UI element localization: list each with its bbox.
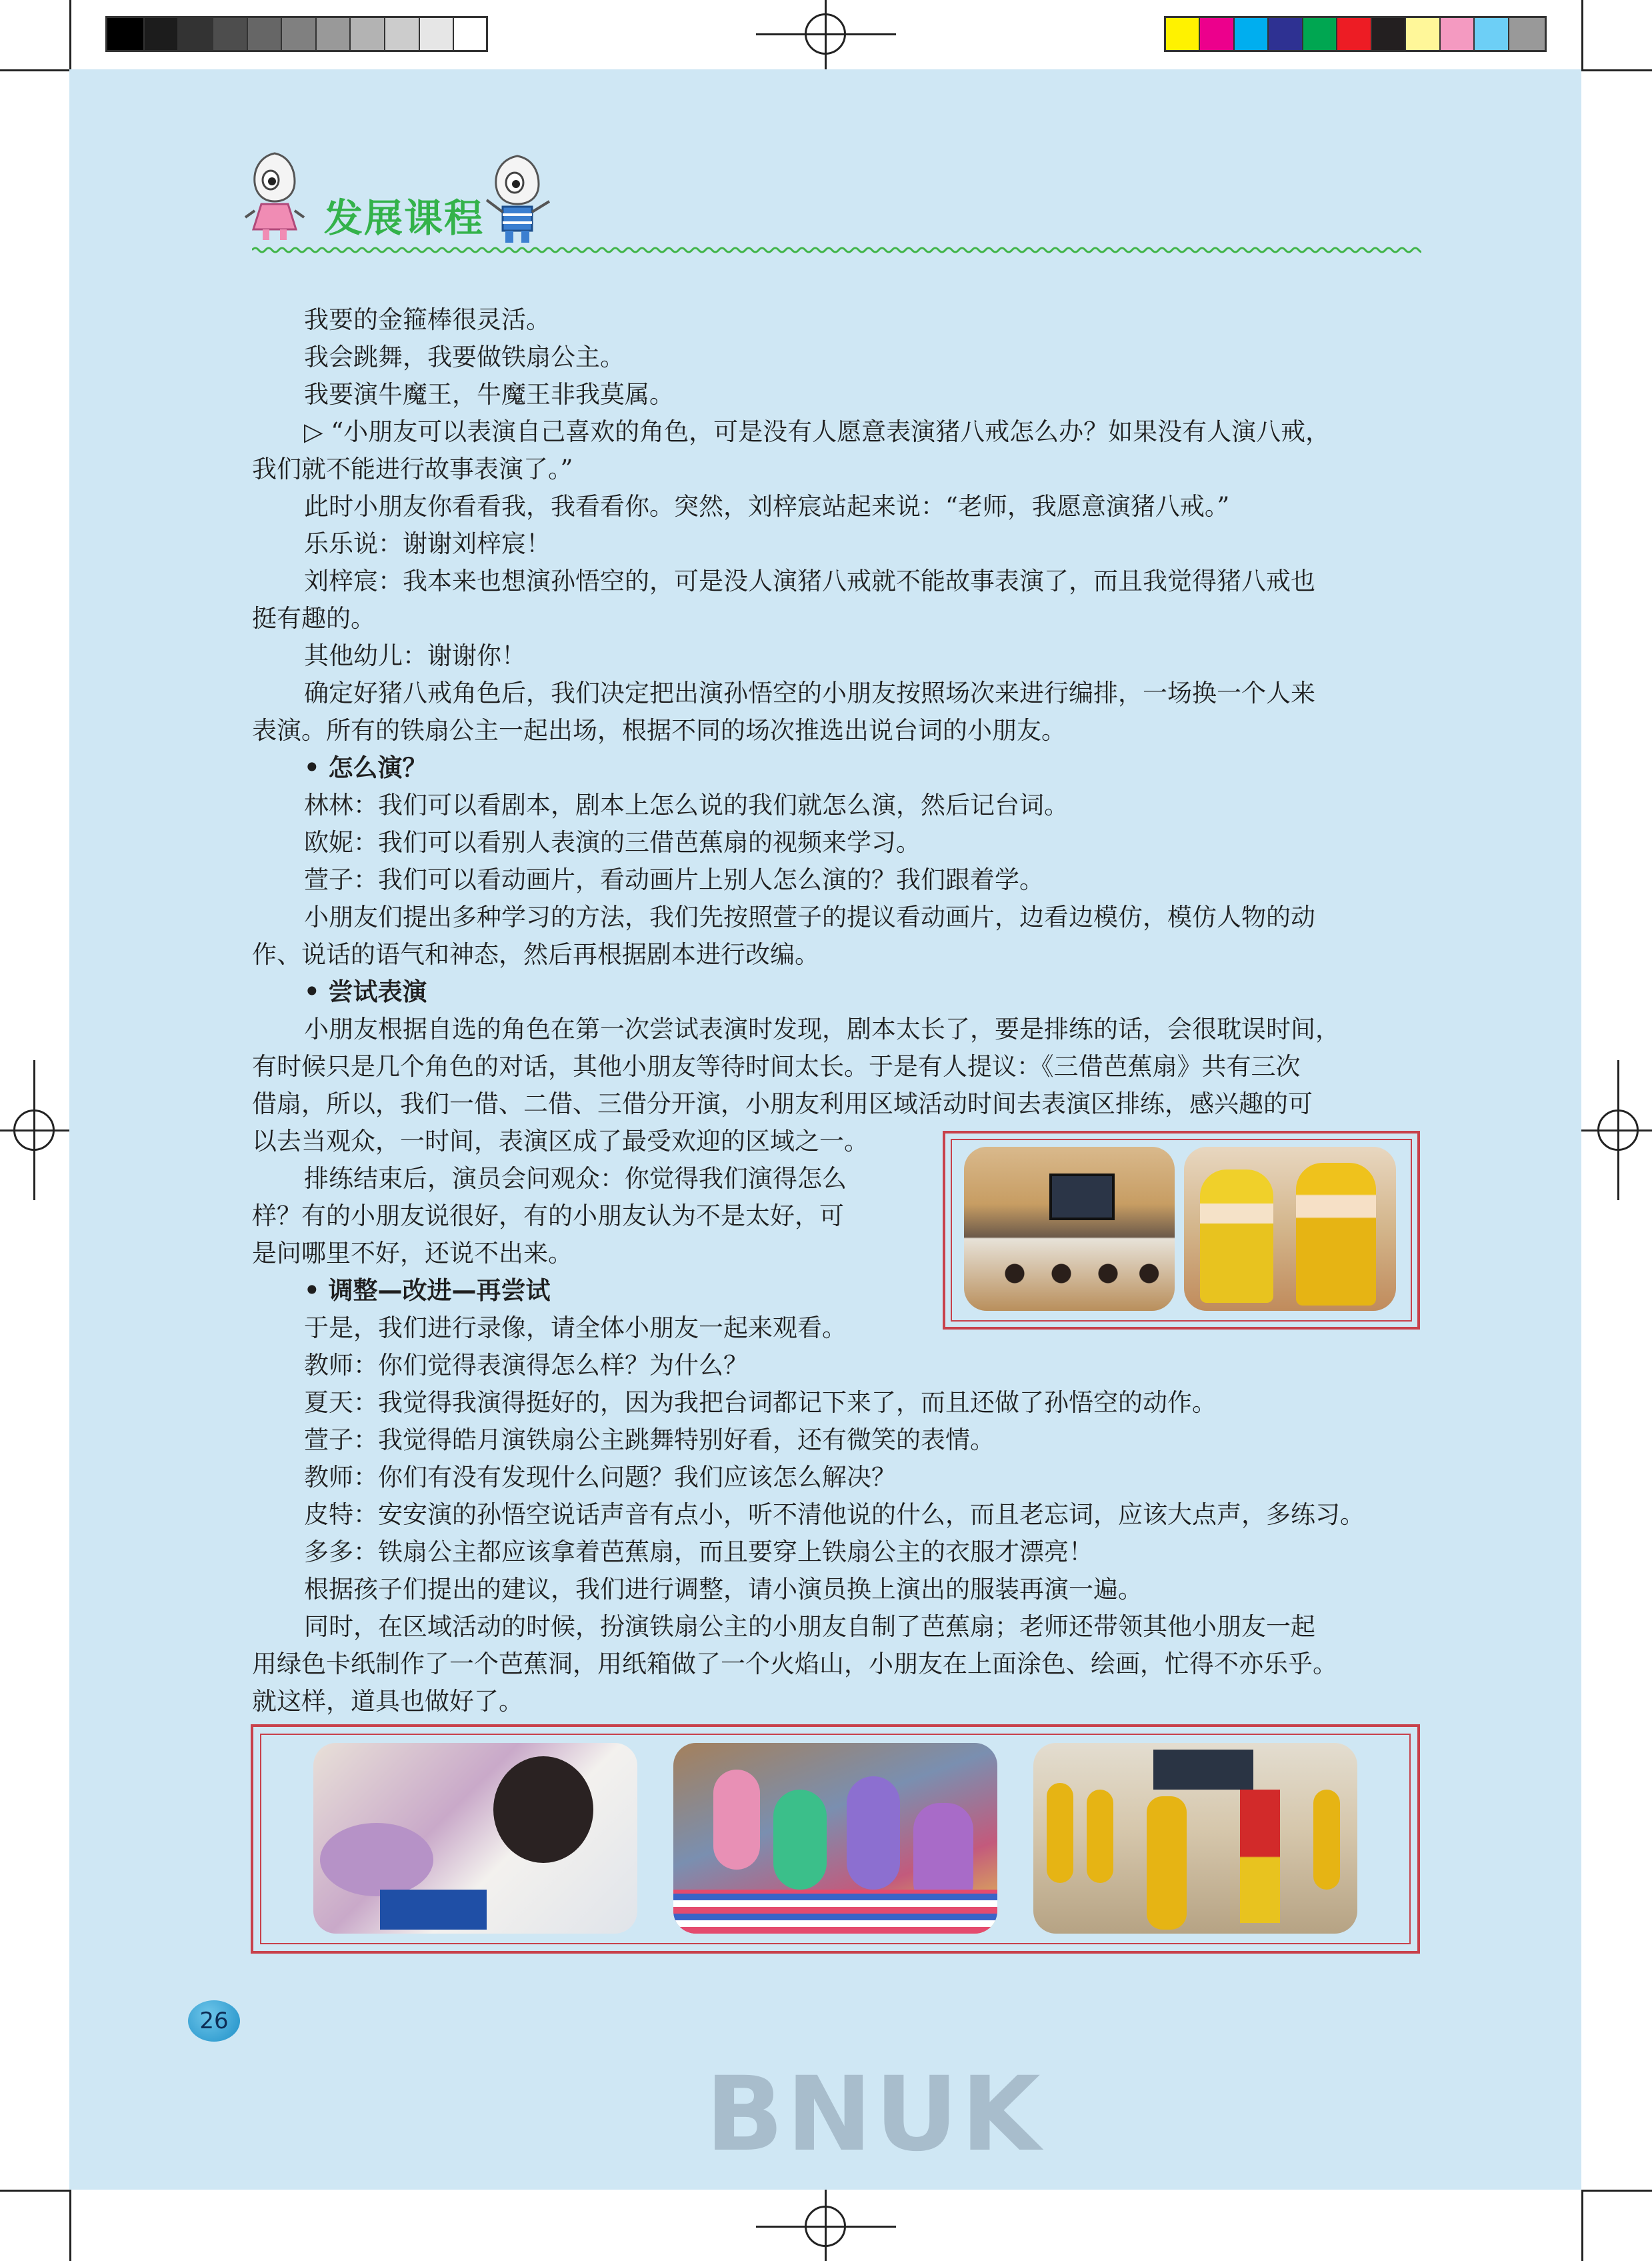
text-line: 夏天：我觉得我演得挺好的，因为我把台词都记下来了，而且还做了孙悟空的动作。: [304, 1388, 1217, 1417]
text-line: 是问哪里不好，还说不出来。: [252, 1239, 573, 1268]
crop-mark: [1581, 2190, 1652, 2192]
text-line: 此时小朋友你看看我，我看看你。突然，刘梓宸站起来说：“老师，我愿意演猪八戒。”: [304, 492, 1230, 521]
text-line: 用绿色卡纸制作了一个芭蕉洞，用纸箱做了一个火焰山，小朋友在上面涂色、绘画，忙得不亦乐乎。: [252, 1650, 1337, 1678]
text-line: • 调整—改进—再尝试: [304, 1276, 551, 1305]
text-line: 表演。所有的铁扇公主一起出场，根据不同的场次推选出说台词的小朋友。: [252, 716, 1066, 745]
text-line: 欧妮：我们可以看别人表演的三借芭蕉扇的视频来学习。: [304, 828, 921, 857]
text-line: • 怎么演？: [304, 753, 427, 782]
publisher-watermark: BNUK: [705, 2055, 1043, 2174]
text-line: 同时，在区域活动的时候，扮演铁扇公主的小朋友自制了芭蕉扇；老师还带领其他小朋友一起: [304, 1612, 1315, 1641]
section-title: 发展课程: [324, 195, 485, 241]
text-line: • 尝试表演: [304, 977, 427, 1006]
crop-mark: [1581, 0, 1583, 69]
text-line: 林林：我们可以看剧本，剧本上怎么说的我们就怎么演，然后记台词。: [304, 791, 1069, 819]
text-line: 萱子：我们可以看动画片，看动画片上别人怎么演的？我们跟着学。: [304, 865, 1044, 894]
text-line: 刘梓宸：我本来也想演孙悟空的，可是没人演猪八戒就不能故事表演了，而且我觉得猪八戒也: [304, 567, 1315, 595]
text-line: 有时候只是几个角色的对话，其他小朋友等待时间太长。于是有人提议：《三借芭蕉扇》共有三次: [252, 1052, 1301, 1081]
text-line: 萱子：我觉得皓月演铁扇公主跳舞特别好看，还有微笑的表情。: [304, 1426, 995, 1454]
crop-mark: [69, 0, 71, 69]
text-line: 我要演牛魔王，牛魔王非我莫属。: [304, 380, 674, 409]
text-line: 小朋友们提出多种学习的方法，我们先按照萱子的提议看动画片，边看边模仿，模仿人物的动: [304, 903, 1315, 931]
text-line: 我们就不能进行故事表演了。”: [252, 455, 573, 483]
text-line: 确定好猪八戒角色后，我们决定把出演孙悟空的小朋友按照场次来进行编排，一场换一个人来: [304, 679, 1315, 707]
crop-mark: [1581, 2190, 1583, 2261]
crop-mark: [0, 2190, 69, 2192]
text-line: 根据孩子们提出的建议，我们进行调整，请小演员换上演出的服装再演一遍。: [304, 1575, 1143, 1604]
crop-mark: [1581, 69, 1652, 71]
photo-classroom-video: [964, 1147, 1175, 1311]
mascot-boy-icon: [477, 153, 557, 247]
process-color-bar: [1164, 16, 1547, 52]
text-line: 排练结束后，演员会问观众：你觉得我们演得怎么: [304, 1164, 847, 1193]
text-line: 挺有趣的。: [252, 604, 375, 633]
mascot-girl-icon: [241, 151, 308, 244]
photo-paper-fans: [673, 1743, 997, 1934]
page-number: 26: [188, 2000, 240, 2042]
text-line: 样？有的小朋友说很好，有的小朋友认为不是太好，可: [252, 1202, 844, 1230]
crop-mark: [69, 2190, 71, 2261]
text-line: 作、说话的语气和神态，然后再根据剧本进行改编。: [252, 940, 819, 969]
text-line: 教师：你们觉得表演得怎么样？为什么？: [304, 1351, 748, 1380]
text-line: 其他幼儿：谢谢你！: [304, 641, 526, 670]
text-line: 我要的金箍棒很灵活。: [304, 305, 551, 334]
text-line: 我会跳舞，我要做铁扇公主。: [304, 343, 625, 371]
text-line: 以去当观众，一时间，表演区成了最受欢迎的区域之一。: [252, 1127, 869, 1156]
text-line: ▷ “小朋友可以表演自己喜欢的角色，可是没有人愿意表演猪八戒怎么办？如果没有人演八戒，: [304, 417, 1331, 446]
text-line: 小朋友根据自选的角色在第一次尝试表演时发现，剧本太长了，要是排练的话，会很耽误时间，: [304, 1015, 1340, 1043]
grayscale-color-bar: [105, 16, 488, 52]
header-divider: [252, 245, 1421, 255]
photo-costumed-children: [1184, 1147, 1396, 1311]
text-line: 皮特：安安演的孙悟空说话声音有点小，听不清他说的什么，而且老忘词，应该大点声，多练习。: [304, 1500, 1365, 1529]
text-line: 于是，我们进行录像，请全体小朋友一起来观看。: [304, 1314, 847, 1342]
text-line: 就这样，道具也做好了。: [252, 1687, 523, 1716]
text-line: 多多：铁扇公主都应该拿着芭蕉扇，而且要穿上铁扇公主的衣服才漂亮！: [304, 1538, 1093, 1566]
text-line: 教师：你们有没有发现什么问题？我们应该怎么解决？: [304, 1463, 896, 1492]
text-line: 借扇，所以，我们一借、二借、三借分开演，小朋友利用区域活动时间去表演区排练，感兴趣的可: [252, 1089, 1313, 1118]
photo-costumed-performance: [1033, 1743, 1357, 1934]
text-line: 乐乐说：谢谢刘梓宸！: [304, 529, 551, 558]
photo-child-drawing: [313, 1743, 637, 1934]
crop-mark: [0, 69, 69, 71]
